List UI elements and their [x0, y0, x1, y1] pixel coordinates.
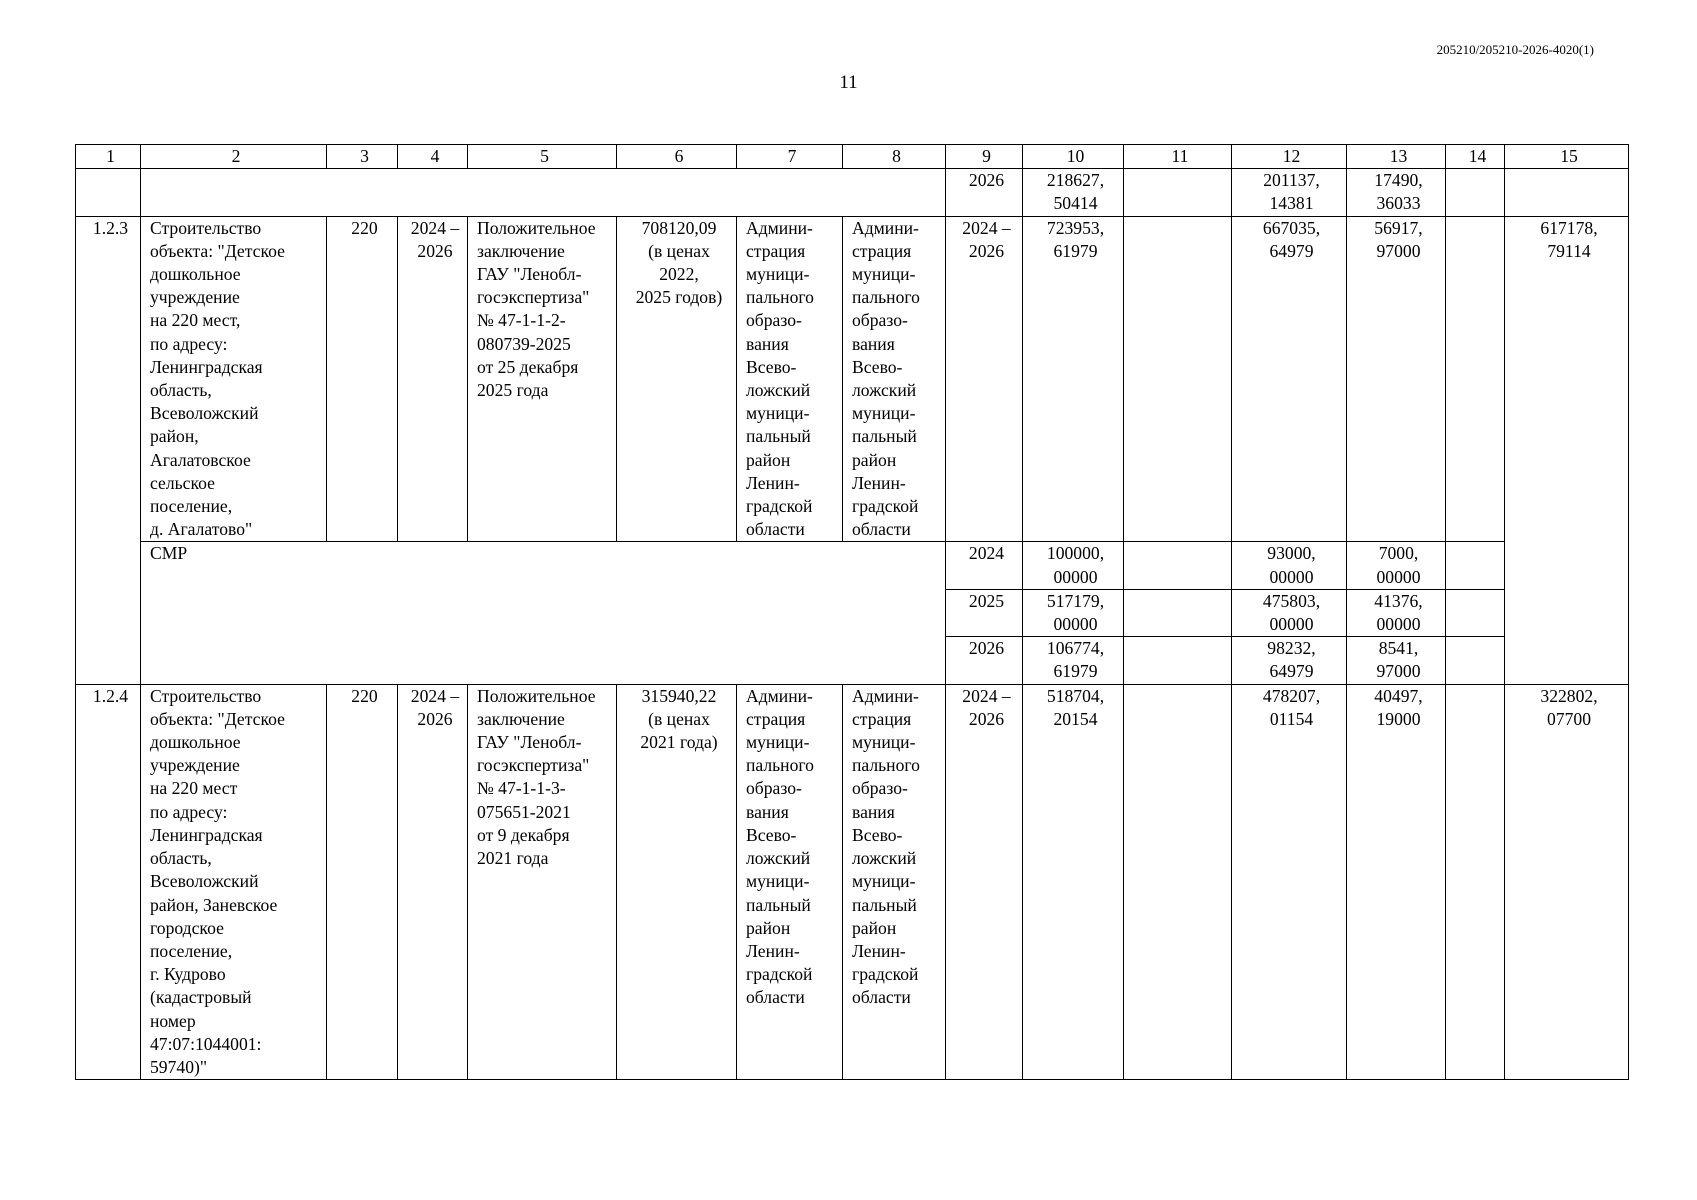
column-number: 7	[737, 145, 843, 169]
column-number: 10	[1023, 145, 1124, 169]
column-number: 8	[843, 145, 946, 169]
amount-cell: 322802, 07700	[1505, 684, 1629, 1079]
column-number: 9	[946, 145, 1023, 169]
developer-cell: Админи- страция муници- пального образо- вания Всево- ложский муници- пальный район Ленин- градской области	[843, 684, 946, 1079]
amount-cell	[1124, 216, 1232, 542]
amount-cell: 218627, 50414	[1023, 169, 1124, 216]
table-row	[76, 684, 1629, 1079]
amount-cell	[1446, 216, 1505, 542]
amount-cell: 8541, 97000	[1347, 637, 1446, 684]
page-number: 11	[839, 72, 858, 93]
amount-cell	[1446, 589, 1505, 636]
column-number: 14	[1446, 145, 1505, 169]
column-number: 11	[1124, 145, 1232, 169]
conclusion-cell: Положительное заключение ГАУ "Ленобл- госэкспертиза" № 47-1-1-3- 075651-2021 от 9 декабря 2021 года	[468, 684, 617, 1079]
amount-cell: 17490, 36033	[1347, 169, 1446, 216]
amount-cell: 201137, 14381	[1232, 169, 1347, 216]
column-number: 6	[617, 145, 737, 169]
column-number: 1	[76, 145, 141, 169]
amount-cell	[1446, 542, 1505, 589]
amount-cell: 723953, 61979	[1023, 216, 1124, 542]
column-number: 13	[1347, 145, 1446, 169]
amount-cell	[1124, 169, 1232, 216]
object-name: Строительство объекта: "Детское дошкольное учреждение на 220 мест, по адресу: Ленинградская область, Всеволожский район, Агалатовское сельское поселение, д. Агалатово"	[141, 216, 327, 542]
cost-cell: 708120,09 (в ценах 2022, 2025 годов)	[617, 216, 737, 542]
sub-row	[76, 542, 1629, 589]
column-number: 3	[327, 145, 398, 169]
amount-cell: 100000, 00000	[1023, 542, 1124, 589]
column-number-row	[76, 145, 1629, 169]
year-cell: 2024	[946, 542, 1023, 589]
document-id: 205210/205210-2026-4020(1)	[1436, 42, 1594, 57]
sub-label: СМР	[141, 542, 946, 684]
carry-over-row	[76, 169, 1629, 216]
year-cell: 2026	[946, 169, 1023, 216]
amount-cell: 106774, 61979	[1023, 637, 1124, 684]
row-number: 1.2.4	[76, 684, 141, 1079]
column-number: 4	[398, 145, 468, 169]
amount-cell: 617178, 79114	[1505, 216, 1629, 684]
column-number: 12	[1232, 145, 1347, 169]
amount-cell: 7000, 00000	[1347, 542, 1446, 589]
period-cell: 2024 – 2026	[398, 684, 468, 1079]
years-cell: 2024 – 2026	[946, 216, 1023, 542]
amount-cell	[1446, 684, 1505, 1079]
empty-cell	[76, 169, 141, 216]
column-number: 5	[468, 145, 617, 169]
cost-cell: 315940,22 (в ценах 2021 года)	[617, 684, 737, 1079]
amount-cell: 93000, 00000	[1232, 542, 1347, 589]
conclusion-cell: Положительное заключение ГАУ "Ленобл- госэкспертиза" № 47-1-1-2- 080739-2025 от 25 декабря 2025 года	[468, 216, 617, 542]
customer-cell: Админи- страция муници- пального образо- вания Всево- ложский муници- пальный район Ленин- градской области	[737, 684, 843, 1079]
period-cell: 2024 – 2026	[398, 216, 468, 542]
amount-cell: 517179, 00000	[1023, 589, 1124, 636]
amount-cell: 41376, 00000	[1347, 589, 1446, 636]
object-name: Строительство объекта: "Детское дошкольное учреждение на 220 мест по адресу: Ленинградская область, Всеволожский район, Заневское городское поселение, г. Кудрово (кадастровый номер 47:07:1044001: 59740)"	[141, 684, 327, 1079]
amount-cell	[1446, 169, 1505, 216]
developer-cell: Админи- страция муници- пального образо- вания Всево- ложский муници- пальный район Ленин- градской области	[843, 216, 946, 542]
amount-cell: 667035, 64979	[1232, 216, 1347, 542]
customer-cell: Админи- страция муници- пального образо- вания Всево- ложский муници- пальный район Ленин- градской области	[737, 216, 843, 542]
row-number: 1.2.3	[76, 216, 141, 684]
year-cell: 2025	[946, 589, 1023, 636]
amount-cell	[1124, 684, 1232, 1079]
amount-cell	[1124, 637, 1232, 684]
capacity-cell: 220	[327, 216, 398, 542]
investment-table	[75, 144, 1629, 1080]
amount-cell: 475803, 00000	[1232, 589, 1347, 636]
capacity-cell: 220	[327, 684, 398, 1079]
amount-cell: 56917, 97000	[1347, 216, 1446, 542]
years-cell: 2024 – 2026	[946, 684, 1023, 1079]
amount-cell: 98232, 64979	[1232, 637, 1347, 684]
year-cell: 2026	[946, 637, 1023, 684]
amount-cell	[1124, 589, 1232, 636]
column-number: 2	[141, 145, 327, 169]
amount-cell: 478207, 01154	[1232, 684, 1347, 1079]
empty-cell	[1505, 169, 1629, 216]
empty-cell	[141, 169, 946, 216]
amount-cell: 518704, 20154	[1023, 684, 1124, 1079]
amount-cell: 40497, 19000	[1347, 684, 1446, 1079]
amount-cell	[1124, 542, 1232, 589]
column-number: 15	[1505, 145, 1629, 169]
table-row	[76, 216, 1629, 542]
amount-cell	[1446, 637, 1505, 684]
